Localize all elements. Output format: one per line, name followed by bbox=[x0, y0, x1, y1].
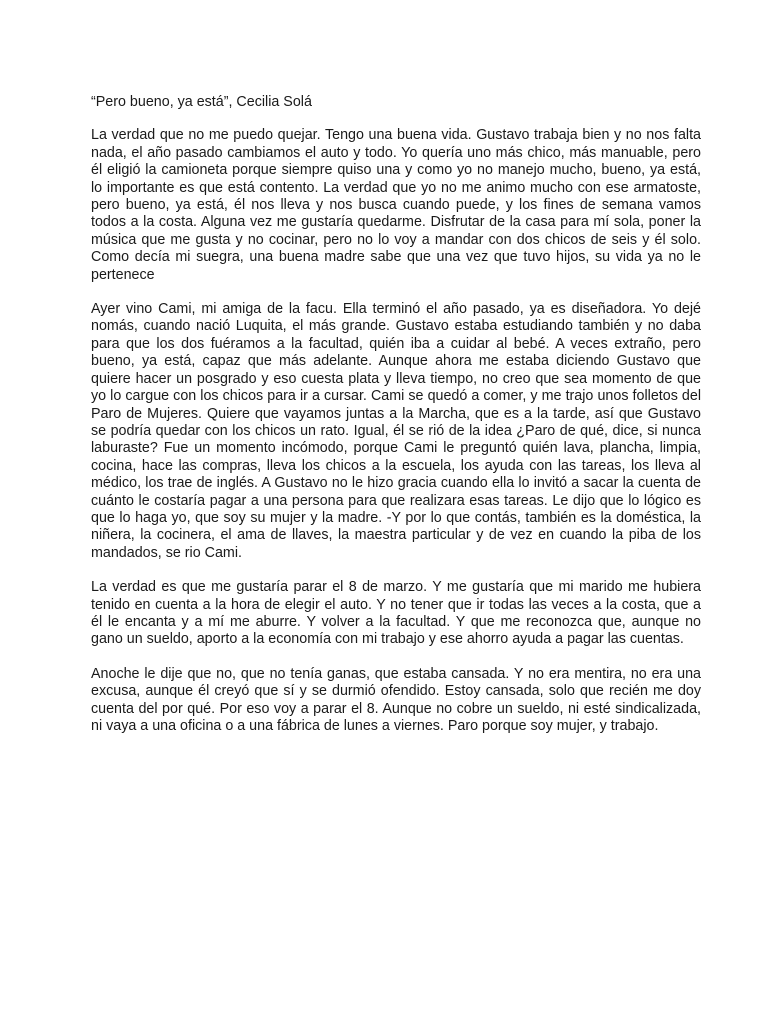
paragraph-3: La verdad es que me gustaría parar el 8 de marzo. Y me gustaría que mi marido me hubiera tenido en cuenta a la hora de elegir el auto. Y no tener que ir todas las veces a la costa, que a él le encanta y a mí me aburre. Y volver a la facultad. Y que me reconozca que, aunque no gano un sueldo, aporto a la economía con mi trabajo y ese ahorro ayuda a pagar las cuentas. bbox=[91, 579, 701, 648]
document-title: “Pero bueno, ya está”, Cecilia Solá bbox=[91, 94, 312, 110]
paragraph-1: La verdad que no me puedo quejar. Tengo una buena vida. Gustavo trabaja bien y no nos falta nada, el año pasado cambiamos el auto y todo. Yo quería uno más chico, más manuable, pero él eligió la camioneta porque siempre quiso una y como yo no manejo mucho, bueno, ya está, lo importante es que está contento. La verdad que yo no me animo mucho con ese armatoste, pero bueno, ya está, él nos lleva y nos busca cuando puede, y los fines de semana vamos todos a la costa. Alguna vez me gustaría quedarme. Disfrutar de la casa para mí sola, poner la música que me gusta y no cocinar, pero no lo voy a mandar con dos chicos de seis y él solo. Como decía mi suegra, una buena madre sabe que una vez que tuvo hijos, su vida ya no le pertenece bbox=[91, 127, 701, 283]
paragraph-4: Anoche le dije que no, que no tenía ganas, que estaba cansada. Y no era mentira, no era una excusa, aunque él creyó que sí y se durmió ofendido. Estoy cansada, solo que recién me doy cuenta del por qué. Por eso voy a parar el 8. Aunque no cobre un sueldo, ni esté sindicalizada, ni vaya a una oficina o a una fábrica de lunes a viernes. Paro porque soy mujer, y trabajo. bbox=[91, 665, 701, 734]
document-page bbox=[91, 94, 701, 752]
paragraph-2: Ayer vino Cami, mi amiga de la facu. Ella terminó el año pasado, ya es diseñadora. Yo dejé nomás, cuando nació Luquita, el más grande. Gustavo estaba estudiando también y no daba para que los dos fuéramos a la facultad, quién iba a cuidar al bebé. A veces extraño, pero bueno, ya está, capaz que más adelante. Aunque ahora me estaba diciendo Gustavo que quiere hacer un posgrado y eso cuesta plata y lleva tiempo, no creo que sea momento de que yo lo cargue con los chicos para ir a cursar. Cami se quedó a comer, y me trajo unos folletos del Paro de Mujeres. Quiere que vayamos juntas a la Marcha, que es a la tarde, así que Gustavo se podría quedar con los chicos un rato. Igual, él se rió de la idea ¿Paro de qué, dice, si nunca laburaste? Fue un momento incómodo, porque Cami le preguntó quién lava, plancha, limpia, cocina, hace las compras, lleva los chicos a la escuela, los ayuda con las tareas, los lleva al médico, los trae de inglés. A Gustavo no le hizo gracia cuando ella lo invitó a sacar la cuenta de cuánto le costaría pagar a una persona para que realizara esas tareas. Le dijo que lo lógico es que lo haga yo, que soy su mujer y la madre. -Y por lo que contás, también es la doméstica, la niñera, la cocinera, el ama de llaves, la maestra particular y de vez en cuando la piba de los mandados, se rio Cami. bbox=[91, 301, 701, 561]
